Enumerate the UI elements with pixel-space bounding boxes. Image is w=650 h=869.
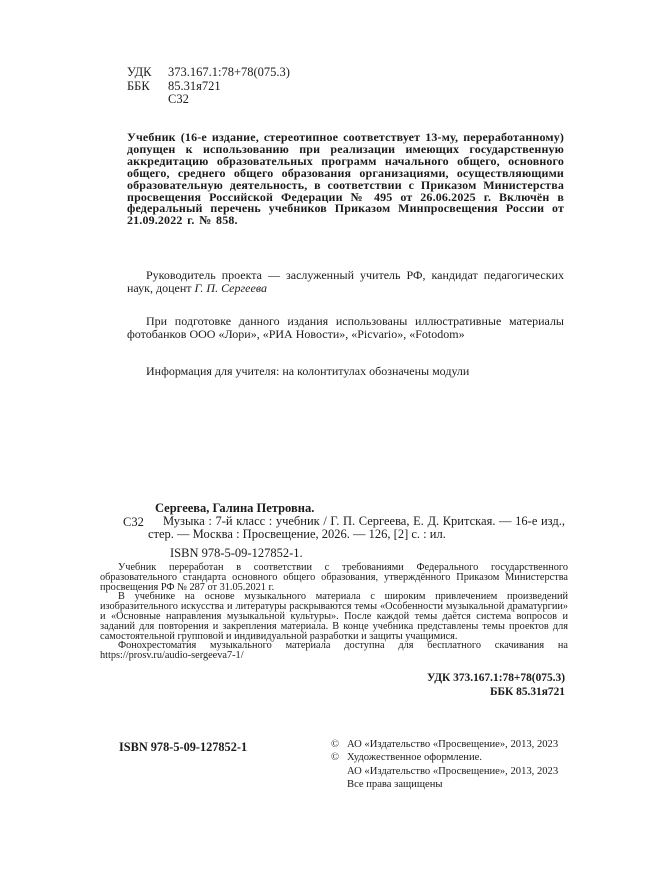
author-sign-spacer: [127, 93, 168, 107]
annotation-block: [100, 563, 568, 661]
bbk-row: [127, 80, 290, 94]
copyright-symbol-spacer: [331, 778, 347, 791]
annotation-paragraph-standard: Учебник переработан в соответствии с требованиями Федерального государственного образовательного стандарта основного общего образования, утверждённого Приказом Министерства просвещения РФ № 287 от 31.05.2021 г.: [100, 562, 568, 593]
copyright-block: [331, 738, 558, 791]
photo-credits-paragraph: При подготовке данного издания использованы иллюстративные материалы фотобанков ООО «Лори», «РИА Новости», «Picvario», «Fotodom»: [127, 314, 564, 342]
project-lead-text: Руководитель проекта — заслуженный учитель РФ, кандидат педагогических наук, доцент: [127, 268, 564, 296]
udk-bbk-code-block: [127, 66, 290, 107]
udk-bbk-bottom-block: [285, 672, 565, 699]
udk-row: [127, 66, 290, 80]
copyright-symbol: ©: [331, 752, 340, 764]
udk-value: 373.167.1:78+78(075.3): [168, 65, 290, 79]
footer-isbn: ISBN 978-5-09-127852-1: [119, 740, 248, 754]
copyright-line: [331, 738, 558, 751]
copyright-text: Художественное оформление.: [347, 752, 482, 764]
bbk-value: 85.31я721: [168, 78, 221, 93]
project-lead-name: Г. П. Сергеева: [194, 281, 267, 296]
catalog-code: С32: [123, 515, 144, 529]
teacher-info-line: Информация для учителя: на колонтитулах обозначены модули: [146, 364, 470, 378]
copyright-line: [331, 751, 558, 764]
project-lead-paragraph: [127, 269, 564, 295]
copyright-line: [331, 778, 558, 791]
copyright-text: АО «Издательство «Просвещение», 2013, 2023: [347, 739, 559, 750]
bibliographic-description: Музыка : 7-й класс : учебник / Г. П. Сергеева, Е. Д. Критская. — 16-е изд., стер. — Москва : Просвещение, 2026. — 126, [2] с. : ил.: [148, 514, 565, 542]
author-sign-value: С32: [168, 92, 189, 107]
copyright-text: АО «Издательство «Просвещение», 2013, 2023: [347, 765, 559, 777]
catalog-isbn-line: ISBN 978-5-09-127852-1.: [170, 546, 303, 560]
approval-paragraph: Учебник (16-е издание, стереотипное соответствует 13-му, переработанному) допущен к использованию при реализации имеющих государственную аккредитацию образовательных программ начального общего, основного общего, среднего общего образования организациями, осуществляющими образовательную деятельность, в соответствии с Приказом Министерства просвещения Российской Федерации № 495 от 26.06.2025 г. Включён в федеральный перечень учебников Приказом Минпросвещения России от 21.09.2022 г. № 858.: [127, 130, 564, 228]
udk-bottom-line: УДК 373.167.1:78+78(075.3): [427, 672, 565, 684]
copyright-symbol-spacer: [331, 765, 347, 778]
annotation-paragraph-content: В учебнике на основе музыкального материала с широким привлечением произведений изобразительного искусства и литературы раскрываются темы «Особенности музыкальной драматургии» и «Основные направления музыкальной культуры». После каждой темы даётся система вопросов и заданий для повторения и закрепления материала. В конце учебника представлены темы проектов для самостоятельной групповой и индивидуальной разработки и защиты учащимися.: [100, 591, 568, 642]
udk-label: УДК: [127, 65, 152, 79]
copyright-text: Все права защищены: [347, 778, 443, 790]
author-sign-row: [127, 93, 290, 107]
annotation-paragraph-phono: Фонохрестоматия музыкального материала доступна для бесплатного скачивания на https://prosv.ru/audio-sergeeva7-1/: [100, 640, 568, 662]
copyright-symbol: ©: [331, 739, 340, 750]
bbk-label: ББК: [127, 78, 150, 93]
bbk-bottom-line: ББК 85.31я721: [489, 685, 565, 698]
copyright-line: [331, 765, 558, 778]
catalog-author-heading: Сергеева, Галина Петровна.: [155, 501, 315, 515]
